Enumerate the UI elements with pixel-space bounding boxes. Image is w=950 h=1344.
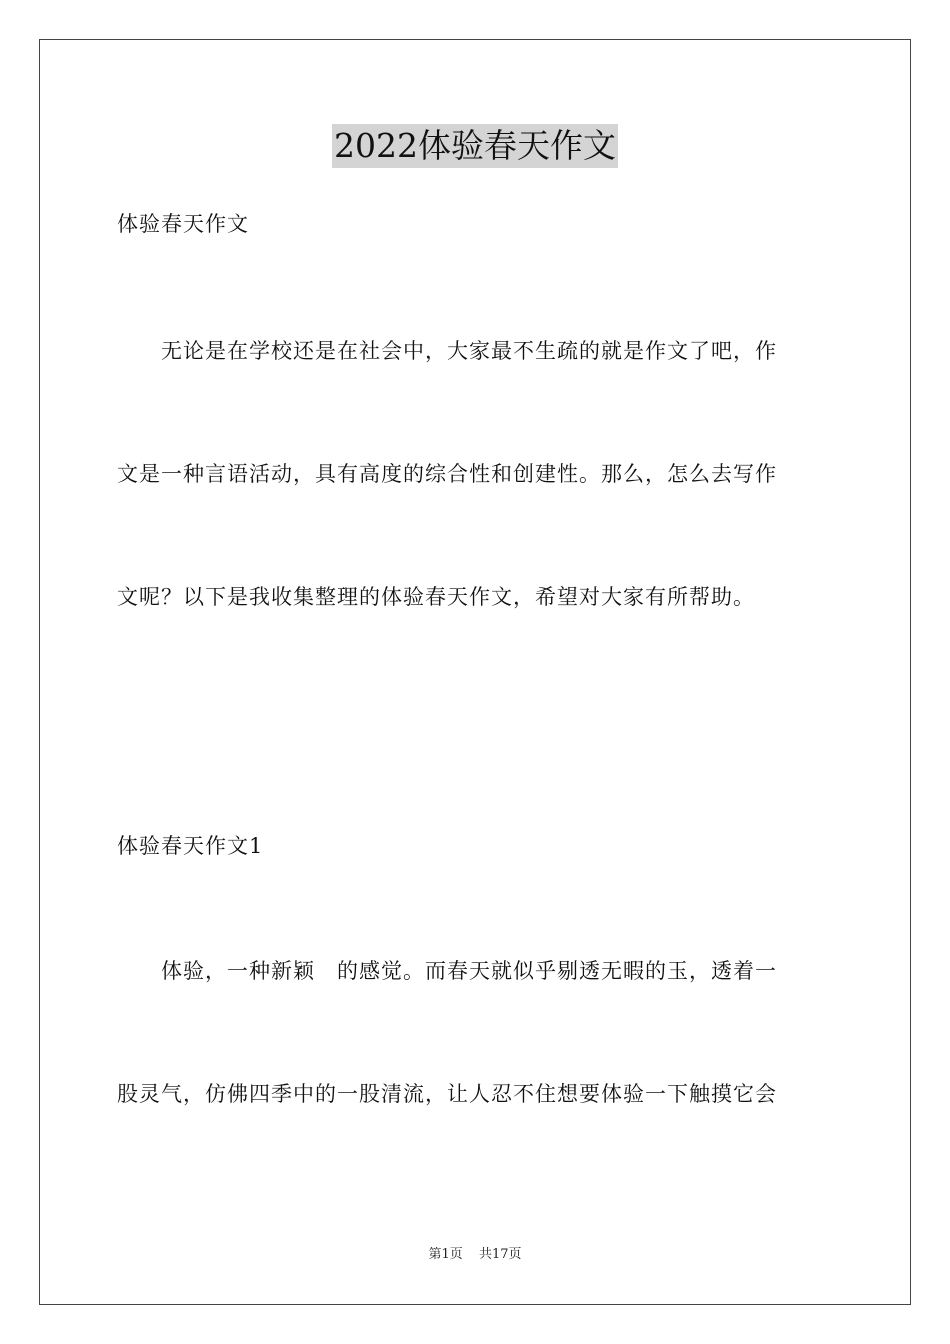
document-title: 2022体验春天作文 [332, 124, 618, 168]
page-total: 共17页 [478, 1247, 522, 1262]
section-line-1: 体验，一种新颖 的感觉。而春天就似乎剔透无暇的玉，透着一 [117, 959, 777, 983]
page-footer [0, 1246, 950, 1264]
section-heading: 体验春天作文1 [117, 834, 264, 858]
document-subtitle: 体验春天作文 [117, 212, 249, 236]
title-container [0, 124, 950, 168]
section-line-2: 股灵气，仿佛四季中的一股清流，让人忍不住想要体验一下触摸它会 [117, 1082, 777, 1106]
intro-line-3: 文呢？以下是我收集整理的体验春天作文，希望对大家有所帮助。 [117, 585, 755, 609]
page-number: 第1页 [428, 1247, 463, 1262]
intro-line-1: 无论是在学校还是在社会中，大家最不生疏的就是作文了吧，作 [117, 339, 777, 363]
intro-line-2: 文是一种言语活动，具有高度的综合性和创建性。那么，怎么去写作 [117, 462, 777, 486]
